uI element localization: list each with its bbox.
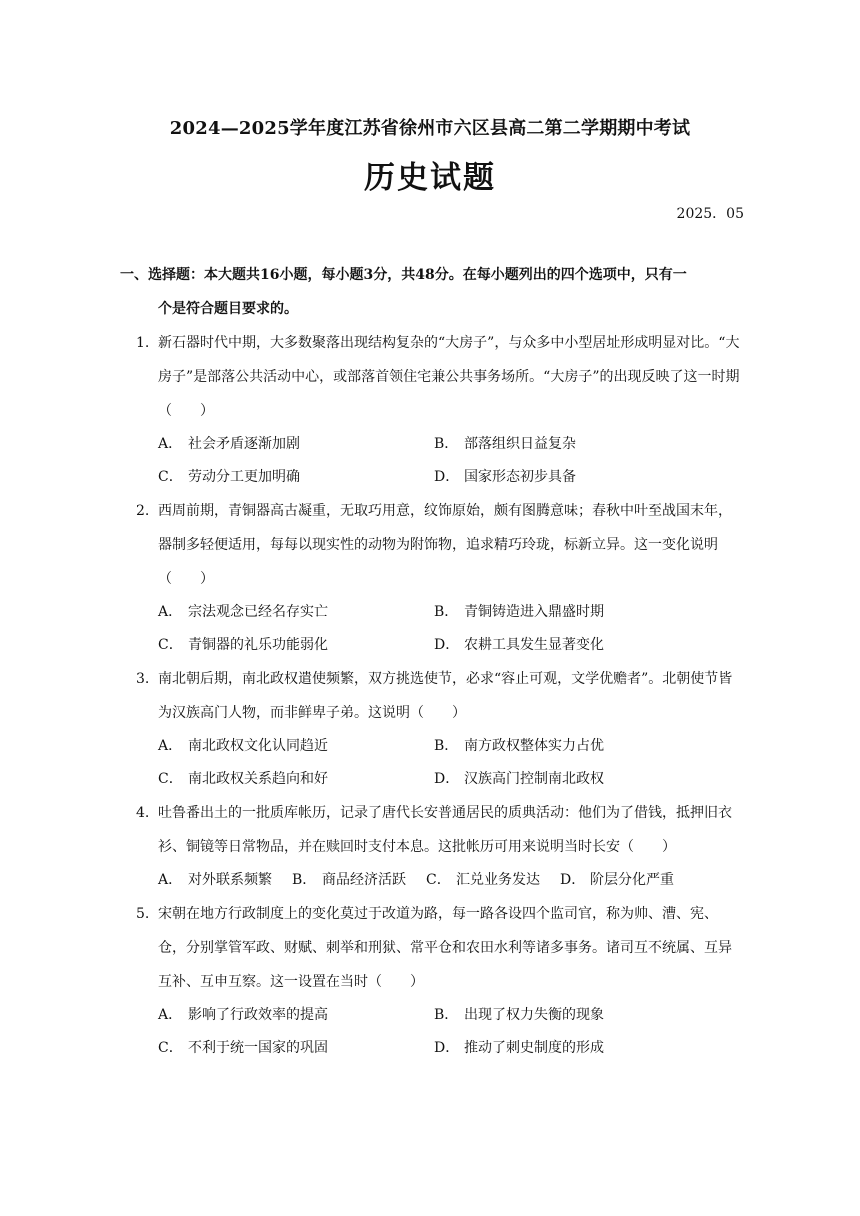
option-a: [158, 730, 434, 763]
option-a: [158, 596, 434, 629]
question-number: 1.: [136, 335, 150, 351]
option-letter: B．: [434, 604, 459, 620]
option-text: 汇兑业务发达: [456, 872, 540, 888]
option-d: [434, 1032, 710, 1065]
option-text: 青铜铸造进入鼎盛时期: [464, 604, 604, 620]
option-c: [158, 763, 434, 796]
option-letter: D．: [434, 469, 460, 485]
option-b: [434, 428, 710, 461]
option-letter: B．: [292, 872, 317, 888]
question-2: [120, 494, 740, 662]
option-c: [426, 864, 540, 897]
exam-name: 2024—2025学年度江苏省徐州市六区县高二第二学期期中考试: [169, 118, 691, 139]
option-letter: D．: [434, 771, 460, 787]
question-number: 2.: [136, 503, 150, 519]
option-d: [434, 461, 710, 494]
option-text: 南北政权关系趋向和好: [188, 771, 328, 787]
option-a: [158, 864, 272, 897]
question-stem: [120, 897, 740, 999]
option-text: 不利于统一国家的巩固: [188, 1040, 328, 1056]
option-text: 社会矛盾逐渐加剧: [188, 436, 300, 452]
option-letter: D．: [560, 872, 586, 888]
option-letter: B．: [434, 738, 459, 754]
question-number: 4.: [136, 805, 150, 821]
option-text: 部落组织日益复杂: [464, 436, 576, 452]
option-c: [158, 461, 434, 494]
question-text: 吐鲁番出土的一批质库帐历，记录了唐代长安普通居民的质典活动：他们为了借钱，抵押旧衣衫、铜镜等日常物品，并在赎回时支付本息。这批帐历可用来说明当时长安（ ）: [158, 805, 732, 855]
option-text: 青铜器的礼乐功能弱化: [188, 637, 328, 653]
option-text: 阶层分化严重: [590, 872, 674, 888]
option-letter: C．: [158, 1040, 183, 1056]
options-group: [120, 999, 740, 1065]
option-letter: B．: [434, 1007, 459, 1023]
question-text: 西周前期，青铜器高古凝重，无取巧用意，纹饰原始，颇有图腾意味；春秋中叶至战国末年，器制多轻便适用，每每以现实性的动物为附饰物，追求精巧玲珑，标新立异。这一变化说明（ ）: [158, 503, 732, 587]
option-text: 南北政权文化认同趋近: [188, 738, 328, 754]
question-stem: [120, 662, 740, 730]
option-letter: D．: [434, 1040, 460, 1056]
options-group: [120, 428, 740, 494]
option-letter: A．: [158, 604, 183, 620]
section-heading: [120, 258, 740, 326]
question-number: 3.: [136, 671, 150, 687]
question-5: [120, 897, 740, 1065]
question-3: [120, 662, 740, 796]
question-1: [120, 326, 740, 494]
option-text: 推动了刺史制度的形成: [464, 1040, 604, 1056]
exam-content: [120, 258, 740, 1065]
option-text: 出现了权力失衡的现象: [464, 1007, 604, 1023]
question-stem: [120, 796, 740, 864]
option-letter: A．: [158, 436, 183, 452]
options-group: [120, 730, 740, 796]
option-d: [434, 763, 710, 796]
option-c: [158, 629, 434, 662]
option-b: [292, 864, 406, 897]
option-letter: C．: [158, 637, 183, 653]
option-text: 农耕工具发生显著变化: [464, 637, 604, 653]
option-letter: B．: [434, 436, 459, 452]
option-text: 汉族高门控制南北政权: [464, 771, 604, 787]
option-letter: C．: [158, 771, 183, 787]
option-a: [158, 428, 434, 461]
options-group: [120, 864, 740, 897]
options-group: [120, 596, 740, 662]
question-text: 南北朝后期，南北政权遣使频繁，双方挑选使节，必求“容止可观，文学优赡者”。北朝使节皆为汉族高门人物，而非鲜卑子弟。这说明（ ）: [158, 671, 733, 721]
option-letter: C．: [158, 469, 183, 485]
option-b: [434, 999, 710, 1032]
option-a: [158, 999, 434, 1032]
question-stem: [120, 326, 740, 428]
section-heading-line2: 个是符合题目要求的。: [158, 301, 298, 317]
option-letter: A．: [158, 872, 183, 888]
option-d: [434, 629, 710, 662]
option-text: 对外联系频繁: [188, 872, 272, 888]
option-text: 商品经济活跃: [322, 872, 406, 888]
option-text: 南方政权整体实力占优: [464, 738, 604, 754]
option-text: 劳动分工更加明确: [188, 469, 300, 485]
option-c: [158, 1032, 434, 1065]
option-d: [560, 864, 674, 897]
question-number: 5.: [136, 906, 150, 922]
question-stem: [120, 494, 740, 596]
question-text: 新石器时代中期，大多数聚落出现结构复杂的“大房子”，与众多中小型居址形成明显对比。“大房子”是部落公共活动中心，或部落首领住宅兼公共事务场所。“大房子”的出现反映了这一时期（ ）: [158, 335, 740, 419]
question-4: [120, 796, 740, 897]
option-letter: C．: [426, 872, 451, 888]
option-text: 国家形态初步具备: [464, 469, 576, 485]
exam-date: 2025．05: [676, 206, 744, 222]
option-text: 影响了行政效率的提高: [188, 1007, 328, 1023]
option-letter: A．: [158, 1007, 183, 1023]
option-letter: A．: [158, 738, 183, 754]
option-b: [434, 596, 710, 629]
question-text: 宋朝在地方行政制度上的变化莫过于改道为路，每一路各设四个监司官，称为帅、漕、宪、仓，分别掌管军政、财赋、刺举和刑狱、常平仓和农田水利等诸多事务。诸司互不统属、互异互补、互申互察。这一设置在当时（ ）: [158, 906, 732, 990]
section-heading-line1: 一、选择题：本大题共16小题，每小题3分，共48分。在每小题列出的四个选项中，只有一: [120, 267, 687, 283]
option-text: 宗法观念已经名存实亡: [188, 604, 328, 620]
subject-title: 历史试题: [364, 160, 496, 196]
option-b: [434, 730, 710, 763]
option-letter: D．: [434, 637, 460, 653]
